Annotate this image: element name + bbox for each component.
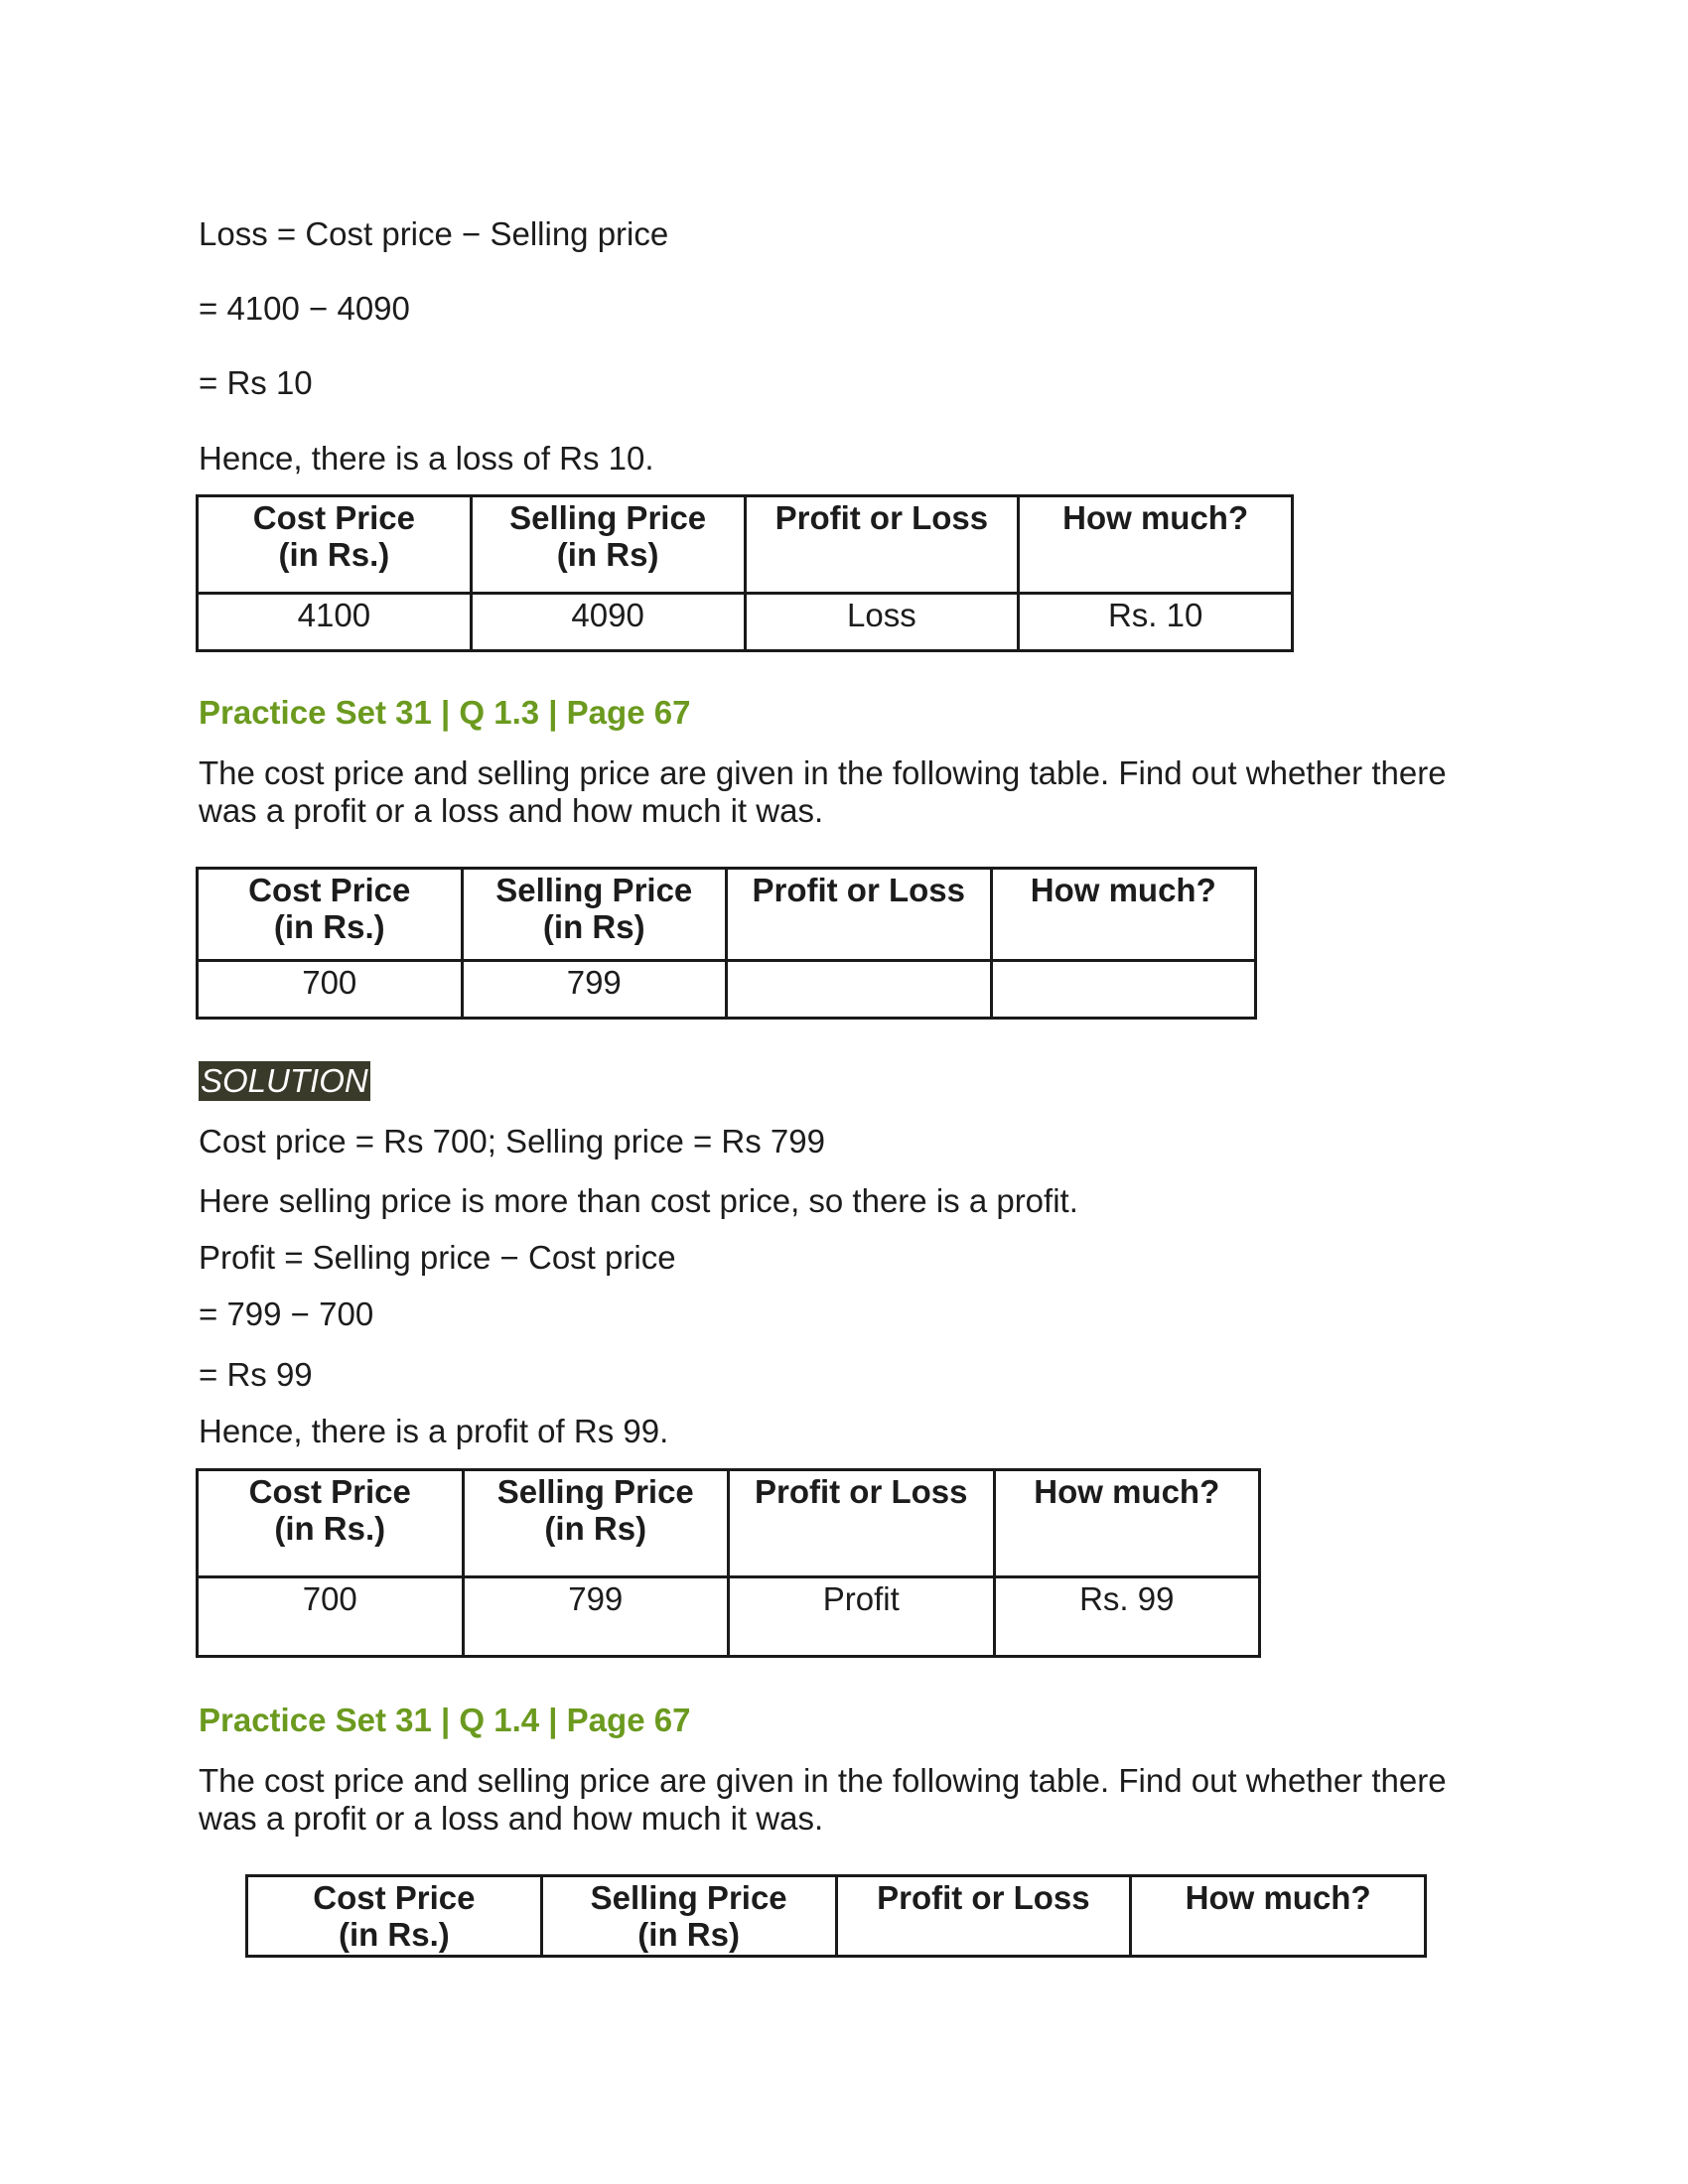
table-header-row bbox=[198, 869, 1256, 961]
question-table-q13 bbox=[196, 867, 1257, 1020]
header-cost-price: Cost Price (in Rs.) bbox=[198, 496, 472, 594]
header-profit-or-loss: Profit or Loss bbox=[836, 1876, 1131, 1957]
cell-how-much: Rs. 99 bbox=[994, 1577, 1260, 1657]
header-how-much: How much? bbox=[991, 869, 1256, 961]
table-row bbox=[198, 1577, 1260, 1657]
header-how-much: How much? bbox=[1131, 1876, 1426, 1957]
header-how-much: How much? bbox=[994, 1470, 1260, 1577]
solution-given: Cost price = Rs 700; Selling price = Rs 799 bbox=[199, 1123, 825, 1160]
loss-substitution: = 4100 − 4090 bbox=[199, 290, 410, 327]
table-row bbox=[198, 594, 1293, 651]
header-cost-price: Cost Price (in Rs.) bbox=[198, 1470, 464, 1577]
header-cost-price: Cost Price (in Rs.) bbox=[198, 869, 463, 961]
table-row bbox=[198, 961, 1256, 1019]
header-selling-price: Selling Price (in Rs) bbox=[462, 869, 727, 961]
cell-profit-or-loss: Profit bbox=[729, 1577, 995, 1657]
question-heading-q14: Practice Set 31 | Q 1.4 | Page 67 bbox=[199, 1702, 691, 1738]
header-selling-price: Selling Price (in Rs) bbox=[463, 1470, 729, 1577]
question-text-q14: The cost price and selling price are given in the following table. Find out whether there was a profit or a loss and how much it was. bbox=[199, 1762, 1447, 1837]
header-selling-price: Selling Price (in Rs) bbox=[541, 1876, 836, 1957]
solution-reasoning: Here selling price is more than cost price, so there is a profit. bbox=[199, 1182, 1078, 1219]
cell-selling-price: 4090 bbox=[471, 594, 745, 651]
solution-badge: SOLUTION bbox=[201, 1062, 368, 1099]
table-header-row bbox=[198, 496, 1293, 594]
profit-formula: Profit = Selling price − Cost price bbox=[199, 1239, 676, 1276]
cell-profit-or-loss bbox=[727, 961, 992, 1019]
cell-profit-or-loss: Loss bbox=[745, 594, 1019, 651]
cell-how-much: Rs. 10 bbox=[1019, 594, 1293, 651]
question-table-q14 bbox=[245, 1874, 1427, 1958]
cell-cost-price: 700 bbox=[198, 1577, 464, 1657]
header-how-much: How much? bbox=[1019, 496, 1293, 594]
cell-selling-price: 799 bbox=[463, 1577, 729, 1657]
profit-result: = Rs 99 bbox=[199, 1356, 313, 1393]
cell-cost-price: 4100 bbox=[198, 594, 472, 651]
cell-how-much bbox=[991, 961, 1256, 1019]
profit-substitution: = 799 − 700 bbox=[199, 1296, 374, 1332]
question-heading-q13: Practice Set 31 | Q 1.3 | Page 67 bbox=[199, 694, 691, 731]
loss-result: = Rs 10 bbox=[199, 364, 313, 401]
loss-conclusion: Hence, there is a loss of Rs 10. bbox=[199, 440, 654, 477]
profit-conclusion: Hence, there is a profit of Rs 99. bbox=[199, 1413, 669, 1449]
cell-cost-price: 700 bbox=[198, 961, 463, 1019]
header-profit-or-loss: Profit or Loss bbox=[727, 869, 992, 961]
header-cost-price: Cost Price (in Rs.) bbox=[247, 1876, 542, 1957]
header-selling-price: Selling Price (in Rs) bbox=[471, 496, 745, 594]
cell-selling-price: 799 bbox=[462, 961, 727, 1019]
loss-formula: Loss = Cost price − Selling price bbox=[199, 215, 669, 252]
table-header-row bbox=[247, 1876, 1426, 1957]
header-profit-or-loss: Profit or Loss bbox=[729, 1470, 995, 1577]
table-header-row bbox=[198, 1470, 1260, 1577]
header-profit-or-loss: Profit or Loss bbox=[745, 496, 1019, 594]
answer-table-q13 bbox=[196, 1468, 1261, 1658]
question-text-q13: The cost price and selling price are given in the following table. Find out whether there was a profit or a loss and how much it was. bbox=[199, 754, 1447, 829]
answer-table-q12 bbox=[196, 494, 1294, 652]
